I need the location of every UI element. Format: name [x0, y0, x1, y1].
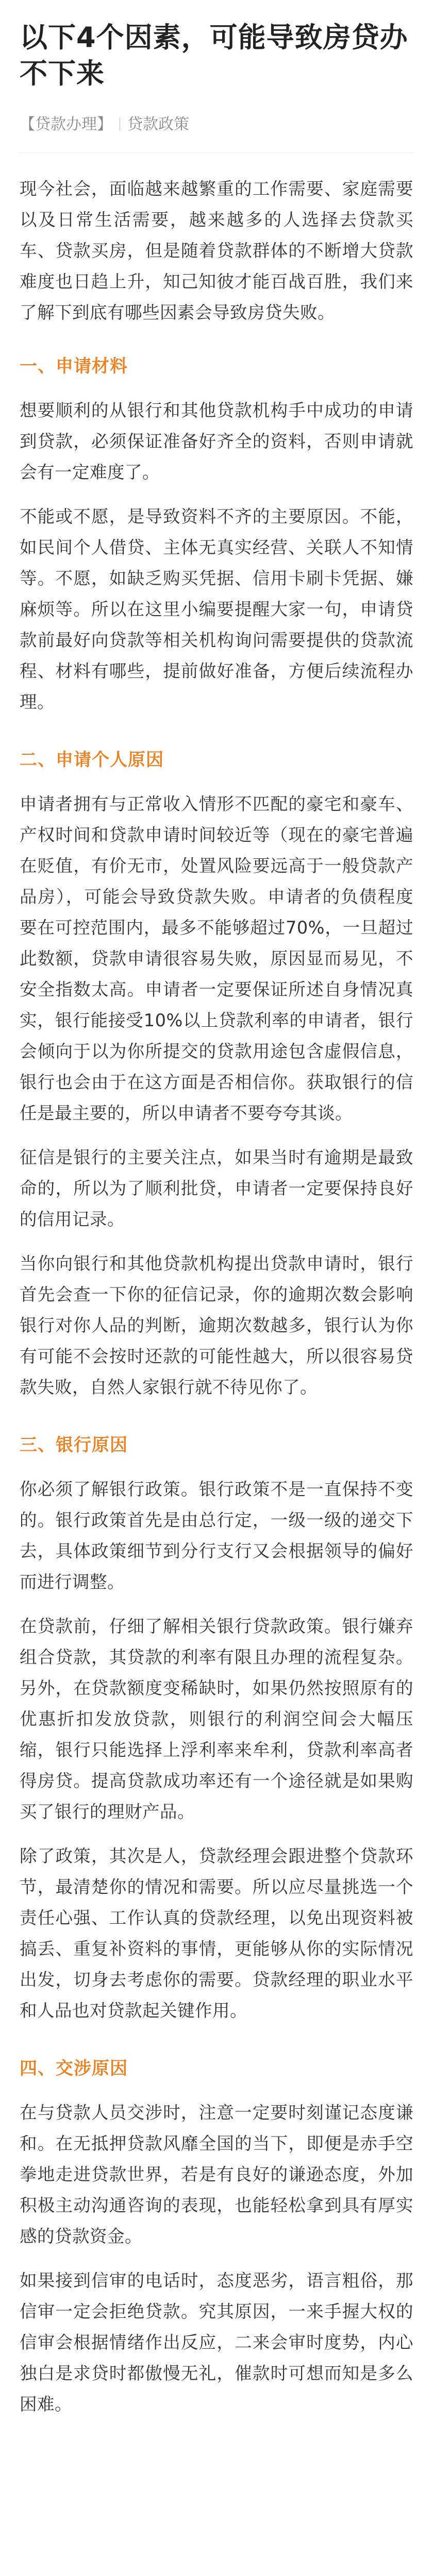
section-application-materials — [20, 351, 413, 718]
section-negotiation-reasons — [20, 2053, 413, 2420]
section-paragraph: 当你向银行和其他贷款机构提出贷款申请时，银行首先会查一下你的征信记录，你的逾期次数会影响银行对你人品的判断，逾期次数越多，银行认为你有可能不会按时还款的可能性越大，所以很容易贷款失败，自然人家银行就不待见你了。 — [20, 1253, 413, 1397]
tag-loan-handling[interactable]: 【贷款办理】 — [20, 115, 112, 133]
intro-paragraph: 现今社会，面临越来越繁重的工作需要、家庭需要以及日常生活需要，越来越多的人选择去贷款买车、贷款买房，但是随着贷款群体的不断增大贷款难度也日趋上升，知己知彼才能百战百胜，我们来了解下到底有哪些因素会导致房贷失败。 — [20, 179, 413, 323]
tag-loan-policy[interactable]: 贷款政策 — [127, 115, 189, 133]
section-heading: 四、交涉原因 — [20, 2058, 128, 2079]
article-title: 以下4个因素，可能导致房贷办不下来 — [20, 21, 408, 90]
section-paragraph: 在与贷款人员交涉时，注意一定要时刻谨记态度谦和。在无抵押贷款风靡全国的当下，即便是赤手空拳地走进贷款世界，若是有良好的谦逊态度，外加积极主动沟通咨询的表现，也能轻松拿到具有厚实感的贷款资金。 — [20, 2103, 413, 2246]
section-paragraph: 如果接到信审的电话时，态度恶劣，语言粗俗，那信审一定会拒绝贷款。究其原因，一来手握大权的信审会根据情绪作出反应，二来会审时度势，内心独白是求贷时都傲慢无礼，催款时可想而知是多么困难。 — [20, 2270, 413, 2414]
section-paragraph: 不能或不愿，是导致资料不齐的主要原因。不能，如民间个人借贷、主体无真实经营、关联人不知情等。不愿，如缺乏购买凭据、信用卡刷卡凭据、嫌麻烦等。所以在这里小编要提醒大家一句，申请贷款前最好向贷款等相关机构询问需要提供的贷款流程、材料有哪些，提前做好准备，方便后续流程办理。 — [20, 506, 413, 712]
section-paragraph: 在贷款前，仔细了解相关银行贷款政策。银行嫌弃组合贷款，其贷款的利率有限且办理的流程复杂。另外，在贷款额度变稀缺时，如果仍然按照原有的优惠折扣发放贷款，则银行的利润空间会大幅压缩，银行只能选择上浮利率来牟利，贷款利率高者得房贷。提高贷款成功率还有一个途径就是如果购买了银行的理财产品。 — [20, 1616, 413, 1822]
section-paragraph: 申请者拥有与正常收入情形不匹配的豪宅和豪车、产权时间和贷款申请时间较近等（现在的豪宅普遍在贬值，有价无市，处置风险要远高于一般贷款产品房），可能会导致贷款失败。申请者的负债程度要在可控范围内，最多不能够超过70%，一旦超过此数额，贷款申请很容易失败，原因显而易见，不安全指数太高。申请者一定要保证所述自身情况真实，银行能接受10%以上贷款利率的申请者，银行会倾向于以为你所提交的贷款用途包含虚假信息，银行也会由于在这方面是否相信你。获取银行的信任是最主要的，所以申请者不要夸夸其谈。 — [20, 794, 413, 1123]
section-paragraph: 除了政策，其次是人，贷款经理会跟进整个贷款环节，最清楚你的情况和需要。所以应尽量挑选一个责任心强、工作认真的贷款经理，以免出现资料被搞丢、重复补资料的事情，更能够从你的实际情况出发，切身去考虑你的需要。贷款经理的职业水平和人品也对贷款起关键作用。 — [20, 1846, 413, 2021]
section-bank-reasons — [20, 1430, 413, 2026]
article-tags — [20, 114, 413, 153]
section-personal-reasons — [20, 744, 413, 1403]
section-heading: 一、申请材料 — [20, 356, 128, 377]
section-heading: 三、银行原因 — [20, 1435, 128, 1455]
section-paragraph: 你必须了解银行政策。银行政策不是一直保持不变的。银行政策首先是由总行定，一级一级的递交下去，具体政策细节到分行支行又会根据领导的偏好而进行调整。 — [20, 1479, 413, 1592]
section-paragraph: 征信是银行的主要关注点，如果当时有逾期是最致命的，所以为了顺利批贷，申请者一定要保持良好的信用记录。 — [20, 1147, 413, 1229]
section-heading: 二、申请个人原因 — [20, 750, 164, 770]
section-paragraph: 想要顺利的从银行和其他贷款机构手中成功的申请到贷款，必须保证准备好齐全的资料，否则申请就会有一定难度了。 — [20, 400, 413, 482]
